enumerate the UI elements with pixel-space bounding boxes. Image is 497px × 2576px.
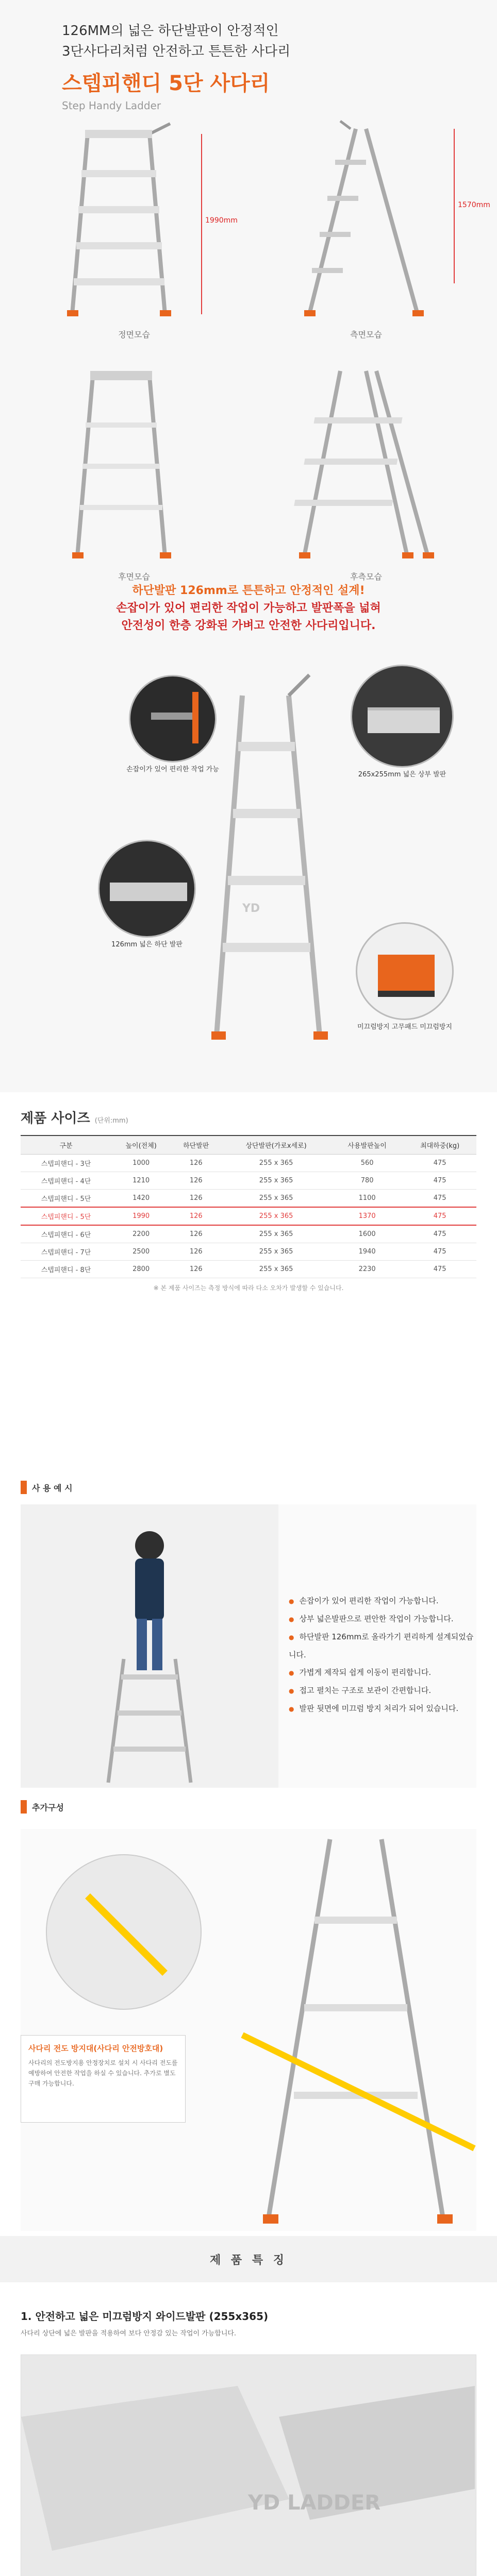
table-cell: 126 — [171, 1155, 221, 1172]
table-cell: 255 x 365 — [221, 1172, 331, 1190]
table-cell: 255 x 365 — [221, 1155, 331, 1172]
table-cell: 스텝피핸디 - 5단 — [21, 1207, 111, 1225]
table-cell: 1990 — [111, 1207, 171, 1225]
col-header: 상단발판(가로x세로) — [221, 1136, 331, 1155]
feature-1 — [21, 2308, 476, 2576]
rear-side-view — [247, 361, 485, 582]
table-cell: 255 x 365 — [221, 1243, 331, 1261]
table-cell: 126 — [171, 1261, 221, 1278]
table-cell: 560 — [331, 1155, 403, 1172]
usage-section — [21, 1504, 476, 1788]
feature-1-title: 1. 안전하고 넓은 미끄럼방지 와이드발판 (255x365) — [21, 2310, 269, 2323]
table-cell: 475 — [403, 1155, 476, 1172]
height-dim-b: 1570mm — [458, 201, 490, 209]
table-cell: 2200 — [111, 1225, 171, 1243]
size-table — [21, 1135, 476, 1278]
table-cell: 2230 — [331, 1261, 403, 1278]
table-cell: 126 — [171, 1172, 221, 1190]
usage-item: ● 상부 넓은발판으로 편안한 작업이 가능합니다. — [289, 1610, 476, 1628]
bottom-step-closeup — [98, 840, 196, 938]
table-row — [21, 1172, 476, 1190]
table-cell: 스텝피핸디 - 7단 — [21, 1243, 111, 1261]
extra-info-box — [21, 2035, 186, 2123]
col-header: 최대하중(kg) — [403, 1136, 476, 1155]
table-cell: 255 x 365 — [221, 1207, 331, 1225]
table-row — [21, 1261, 476, 1278]
table-cell: 1210 — [111, 1172, 171, 1190]
extra-box-text: 사다리의 전도방지용 안정장치로 설치 시 사다리 전도를 예방하여 안전한 작업을 하실 수 있습니다. 추가로 별도 구매 가능합니다. — [28, 2059, 178, 2087]
rear-side-caption: 후측모습 — [350, 572, 382, 582]
step-size-label: 265x255mm 넓은 상부 발판 — [358, 771, 446, 778]
table-cell: 1600 — [331, 1225, 403, 1243]
spec-title — [21, 1108, 476, 1127]
heading-bar — [21, 1481, 27, 1494]
usage-item: ● 접고 펼치는 구조로 보관이 간편합니다. — [289, 1682, 476, 1700]
side-ladder-image — [247, 118, 485, 325]
usage-list — [289, 1592, 476, 1718]
point-line-2: 손잡이가 있어 편리한 작업이 가능하고 발판폭을 넓혀 — [116, 602, 381, 615]
key-points — [0, 582, 497, 635]
height-dim-a: 1990mm — [205, 216, 238, 225]
side-view — [247, 118, 490, 340]
feature-1-logo: YD LADDER — [248, 2491, 381, 2515]
col-header: 사용발판높이 — [331, 1136, 403, 1155]
watermark-logo: YD — [242, 902, 260, 915]
spec-title-text: 제품 사이즈 — [21, 1111, 90, 1126]
hero-subtitle: Step Handy Ladder — [62, 99, 161, 112]
view-row-2 — [0, 361, 497, 582]
table-row — [21, 1190, 476, 1208]
usage-item: ● 가볍게 제작되 쉽게 이동이 편리합니다. — [289, 1664, 476, 1682]
table-cell: 475 — [403, 1172, 476, 1190]
size-note: ※ 본 제품 사이즈는 측정 방식에 따라 다소 오차가 발생할 수 있습니다. — [153, 1284, 344, 1292]
table-cell: 스텝피핸디 - 6단 — [21, 1225, 111, 1243]
usage-photo — [21, 1504, 278, 1788]
bottom-step-label: 126mm 넓은 하단 발판 — [111, 941, 183, 948]
grip-closeup — [129, 675, 217, 762]
back-view — [15, 361, 253, 582]
table-cell: 475 — [403, 1207, 476, 1225]
table-row — [21, 1243, 476, 1261]
table-cell: 1100 — [331, 1190, 403, 1208]
grip-label: 손잡이가 있어 편리한 작업 가능 — [126, 766, 219, 773]
feature-1-desc: 사다리 상단에 넓은 발판을 적용하여 보다 안정감 있는 작업이 가능합니다. — [21, 2330, 237, 2337]
table-cell: 1940 — [331, 1243, 403, 1261]
detail-callouts — [0, 665, 497, 1087]
rear-side-ladder-image — [247, 361, 485, 567]
table-cell: 126 — [171, 1207, 221, 1225]
feature-1-photo — [21, 2354, 476, 2576]
table-cell: 475 — [403, 1190, 476, 1208]
hero-section — [0, 0, 497, 1092]
table-cell: 255 x 365 — [221, 1225, 331, 1243]
feet-closeup — [356, 922, 454, 1020]
side-caption: 측면모습 — [350, 330, 382, 340]
feet-label: 미끄럼방지 고무패드 미끄럼방지 — [357, 1023, 453, 1031]
table-cell: 475 — [403, 1261, 476, 1278]
step-closeup — [351, 665, 454, 768]
table-cell: 475 — [403, 1225, 476, 1243]
size-table-header — [21, 1136, 476, 1155]
table-cell: 1420 — [111, 1190, 171, 1208]
table-cell: 126 — [171, 1190, 221, 1208]
spec-unit: (단위:mm) — [94, 1117, 128, 1125]
table-row-highlighted — [21, 1207, 476, 1225]
front-view — [15, 118, 253, 340]
view-row-1 — [0, 118, 497, 340]
hero-tagline-1: 126MM의 넓은 하단발판이 안정적인 — [62, 23, 279, 39]
col-header: 하단발판 — [171, 1136, 221, 1155]
table-cell: 255 x 365 — [221, 1190, 331, 1208]
back-caption: 후면모습 — [118, 572, 150, 582]
usage-item: ● 하단발판 126mm로 올라가기 편리하게 설계되었습니다. — [289, 1628, 476, 1664]
col-header: 높이(전체) — [111, 1136, 171, 1155]
table-cell: 1370 — [331, 1207, 403, 1225]
table-cell: 126 — [171, 1243, 221, 1261]
table-cell: 스텝피핸디 - 5단 — [21, 1190, 111, 1208]
usage-item: ● 발판 뒷면에 미끄럼 방지 처리가 되어 있습니다. — [289, 1700, 476, 1718]
table-cell: 780 — [331, 1172, 403, 1190]
point-line-1: 하단발판 126mm로 튼튼하고 안정적인 설계! — [132, 584, 365, 597]
point-line-3: 안전성이 한층 강화된 가벼고 안전한 사다리입니다. — [121, 619, 376, 632]
table-cell: 1000 — [111, 1155, 171, 1172]
table-cell: 2500 — [111, 1243, 171, 1261]
table-cell: 스텝피핸디 - 4단 — [21, 1172, 111, 1190]
back-ladder-image — [15, 361, 253, 567]
hero-tagline-2: 3단사다리처럼 안전하고 튼튼한 사다리 — [62, 44, 291, 59]
table-cell: 스텝피핸디 - 3단 — [21, 1155, 111, 1172]
table-row — [21, 1155, 476, 1172]
table-cell: 2800 — [111, 1261, 171, 1278]
usage-heading — [21, 1479, 476, 1496]
table-cell: 스텝피핸디 - 8단 — [21, 1261, 111, 1278]
extra-title: 추가구성 — [32, 1802, 64, 1812]
usage-title: 사 용 예 시 — [32, 1483, 73, 1493]
table-cell: 126 — [171, 1225, 221, 1243]
front-caption: 정면모습 — [118, 330, 150, 340]
features-banner — [0, 2236, 497, 2282]
extra-section — [21, 1808, 476, 2251]
table-row — [21, 1225, 476, 1243]
hero-title: 스텝피핸디 5단 사다리 — [62, 72, 270, 95]
usage-item: ● 손잡이가 있어 편리한 작업이 가능합니다. — [289, 1592, 476, 1610]
table-cell: 255 x 365 — [221, 1261, 331, 1278]
features-banner-title: 제 품 특 징 — [210, 2253, 287, 2267]
col-header: 구분 — [21, 1136, 111, 1155]
size-spec-section — [21, 1108, 476, 1292]
extra-box-title: 사다리 전도 방지대(사다리 안전방호대) — [28, 2044, 163, 2053]
table-cell: 475 — [403, 1243, 476, 1261]
